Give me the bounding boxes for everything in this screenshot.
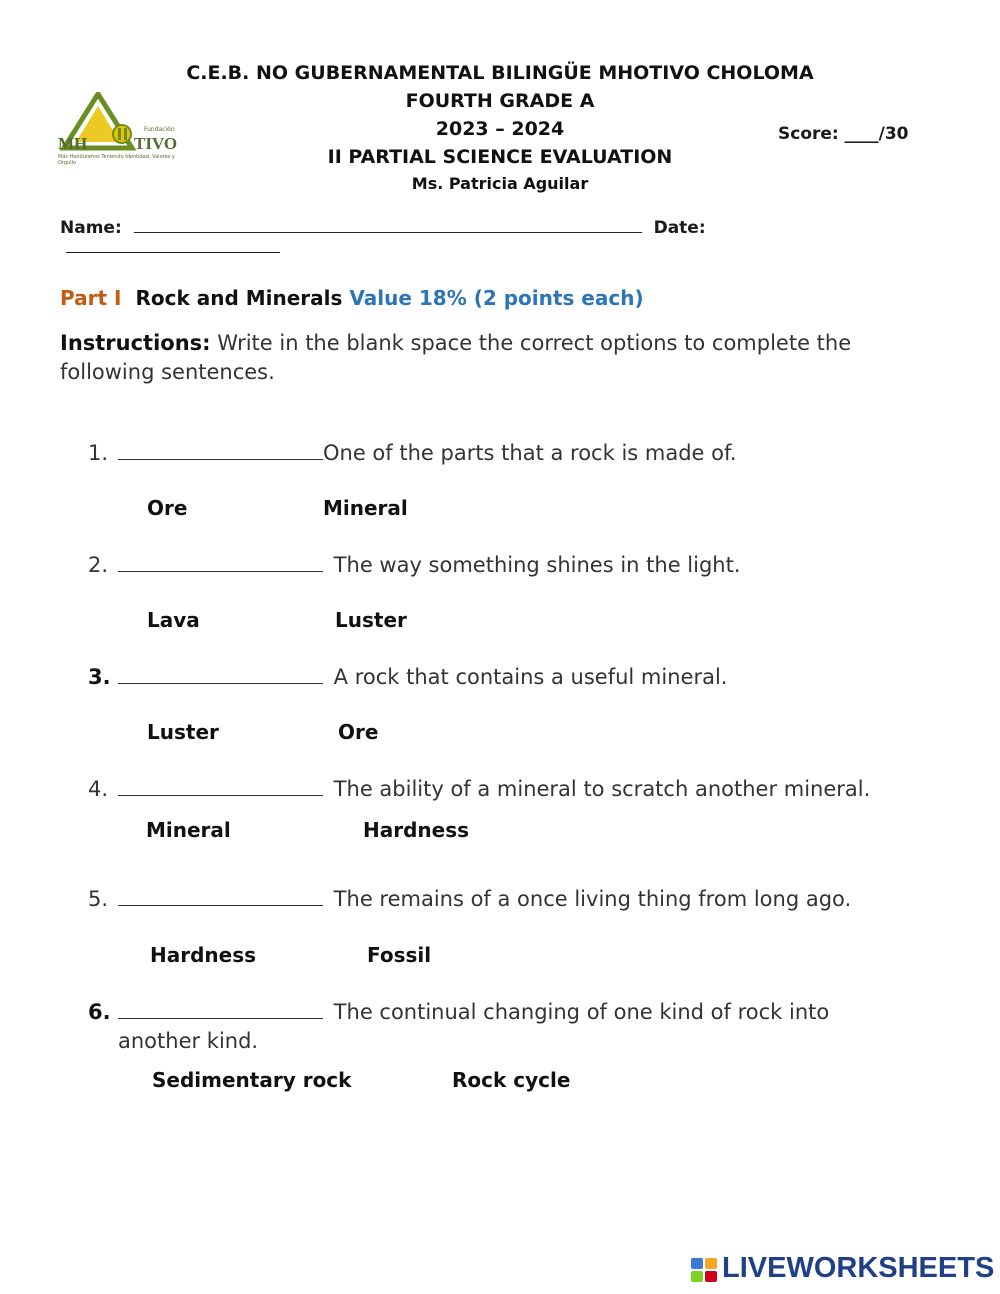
logo-text-right: TIVO: [134, 134, 178, 153]
question-6: [88, 998, 918, 1056]
option-5a[interactable]: Hardness: [150, 943, 257, 967]
option-3b[interactable]: Ore: [338, 720, 379, 744]
question-number: 1.: [88, 441, 109, 465]
answer-blank-2[interactable]: [118, 551, 323, 572]
question-2: [88, 551, 918, 580]
option-1a[interactable]: Ore: [147, 496, 188, 520]
option-2a[interactable]: Lava: [147, 608, 200, 632]
question-3: [88, 663, 918, 692]
date-field[interactable]: [66, 238, 280, 253]
instructions-label: Instructions:: [60, 331, 211, 355]
option-1b[interactable]: Mineral: [323, 496, 408, 520]
option-2b[interactable]: Luster: [335, 608, 407, 632]
school-name: C.E.B. NO GUBERNAMENTAL BILINGÜE MHOTIVO CHOLOMA: [186, 62, 814, 84]
part-value: Value 18% (2 points each): [349, 286, 644, 310]
option-3a[interactable]: Luster: [147, 720, 219, 744]
logo-small-label: Fundación: [144, 126, 175, 133]
logo-tagline: Más Hondureños Teniendo Identidad, Valores y Orgullo: [58, 154, 175, 166]
score-field[interactable]: Score: ____/30: [778, 124, 909, 144]
evaluation-title: II PARTIAL SCIENCE EVALUATION: [327, 146, 673, 168]
instructions: [60, 329, 920, 387]
name-label: Name:: [60, 218, 122, 238]
question-1: [88, 439, 918, 468]
teacher-name: Ms. Patricia Aguilar: [411, 174, 589, 193]
name-date-row: [60, 218, 920, 258]
question-number: 2.: [88, 553, 109, 577]
question-number: 5.: [88, 887, 109, 911]
option-5b[interactable]: Fossil: [367, 943, 432, 967]
school-logo: [58, 92, 184, 168]
answer-blank-4[interactable]: [118, 775, 323, 796]
answer-blank-1[interactable]: [118, 439, 323, 460]
liveworksheets-brand: LIVEWORKSHEETS: [722, 1252, 995, 1284]
part-title: Rock and Minerals: [135, 286, 343, 310]
name-field[interactable]: [134, 218, 642, 233]
question-text: The remains of a once living thing from long ago.: [327, 887, 852, 911]
question-number: 6.: [88, 1000, 111, 1024]
question-number: 3.: [88, 665, 111, 689]
question-4: [88, 775, 918, 804]
question-text: The way something shines in the light.: [327, 553, 741, 577]
instructions-text: Write in the blank space the correct options to complete the following sentences.: [60, 331, 852, 384]
liveworksheets-icon: [690, 1257, 718, 1283]
part-number: Part I: [60, 286, 122, 310]
option-4b[interactable]: Hardness: [363, 818, 470, 842]
option-4a[interactable]: Mineral: [146, 818, 231, 842]
question-text: One of the parts that a rock is made of.: [323, 441, 737, 465]
date-label: Date:: [653, 218, 706, 238]
option-6a[interactable]: Sedimentary rock: [152, 1068, 352, 1092]
logo-text-left: MH: [58, 134, 88, 153]
option-6b[interactable]: Rock cycle: [452, 1068, 571, 1092]
question-5: [88, 885, 918, 914]
question-text: The continual changing of one kind of rock into: [327, 1000, 830, 1024]
question-text-continued: another kind.: [118, 1029, 259, 1053]
answer-blank-6[interactable]: [118, 998, 323, 1019]
answer-blank-5[interactable]: [118, 885, 323, 906]
liveworksheets-logo: [690, 1252, 995, 1286]
question-text: The ability of a mineral to scratch another mineral.: [327, 777, 871, 801]
part-1-heading: [60, 286, 644, 310]
answer-blank-3[interactable]: [118, 663, 323, 684]
grade-label: FOURTH GRADE A: [405, 90, 595, 112]
question-number: 4.: [88, 777, 109, 801]
question-text: A rock that contains a useful mineral.: [327, 665, 728, 689]
school-year: 2023 – 2024: [435, 118, 565, 140]
